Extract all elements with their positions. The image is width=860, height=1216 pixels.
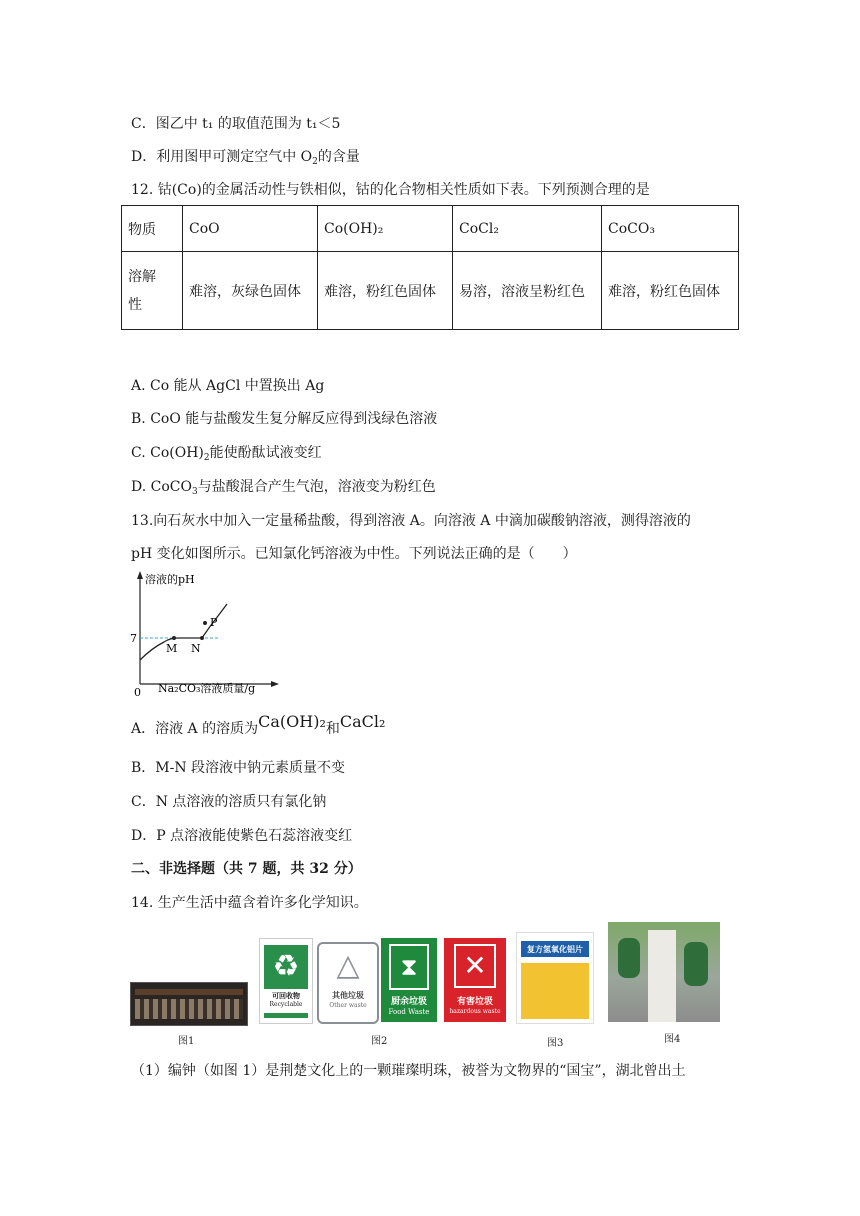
figure-3-caption: 图3 bbox=[547, 1038, 564, 1049]
medicine-box-image bbox=[516, 932, 594, 1024]
x-axis-label: Na₂CO₃溶液质量/g bbox=[158, 682, 256, 695]
table-cell: 难溶，粉红色固体 bbox=[318, 252, 453, 330]
other-waste-label-en: Other waste bbox=[329, 1002, 367, 1009]
point-n-label: N bbox=[191, 642, 201, 655]
hazard-icon: ✕ bbox=[454, 944, 496, 988]
q12-option-c: C. $Co(OH)_2$能使酚酞试液变红 bbox=[131, 445, 322, 463]
table-cell: 难溶，粉红色固体 bbox=[602, 252, 739, 330]
medicine-box-title: 复方氢氧化铝片 bbox=[521, 941, 589, 957]
x-axis-arrow bbox=[271, 681, 279, 687]
other-waste-bin bbox=[317, 942, 379, 1024]
figure-row bbox=[128, 920, 728, 1049]
recyclable-label: 可回收物 bbox=[272, 991, 300, 1000]
formula-cacl2: CaCl₂ bbox=[339, 712, 386, 731]
table-row-label: 溶解 性 bbox=[122, 252, 183, 330]
option-c-previous: C．图乙中 t₁ 的取值范围为 t₁＜5 bbox=[131, 116, 341, 132]
option-d-previous: D．利用图甲可测定空气中 $O_2$的含量 bbox=[131, 149, 360, 167]
q12-option-d: D. CoCO$_3$与盐酸混合产生气泡，溶液变为粉红色 bbox=[131, 479, 436, 497]
recyclable-bin bbox=[259, 938, 313, 1024]
y-tick-label: 7 bbox=[130, 632, 137, 645]
table-header-cell: CoO bbox=[183, 206, 318, 252]
bianzhong-image bbox=[130, 982, 248, 1026]
point-n-marker bbox=[200, 636, 204, 640]
point-p-marker bbox=[203, 621, 207, 625]
q12-option-b: B. CoO 能与盐酸发生复分解反应得到浅绿色溶液 bbox=[131, 411, 438, 427]
table-header-cell: CoCO₃ bbox=[602, 206, 739, 252]
q13-option-b: B．M-N 段溶液中钠元素质量不变 bbox=[131, 760, 346, 776]
point-m-marker bbox=[172, 636, 176, 640]
hazardous-waste-label: 有害垃圾 bbox=[456, 997, 493, 1007]
point-m-label: M bbox=[166, 642, 178, 655]
origin-label: 0 bbox=[134, 686, 141, 699]
q13-option-c: C．N 点溶液的溶质只有氯化钠 bbox=[131, 794, 327, 810]
food-waste-label: 厨余垃圾 bbox=[390, 997, 427, 1007]
recyclable-label-en: Recyclable bbox=[269, 1001, 303, 1008]
cobalt-properties-table bbox=[121, 205, 739, 330]
q13-option-d: D．P 点溶液能使紫色石蕊溶液变红 bbox=[131, 828, 353, 844]
ph-curve bbox=[140, 604, 227, 660]
question-13-stem-line2: pH 变化如图所示。已知氯化钙溶液为中性。下列说法正确的是（ ） bbox=[131, 546, 577, 562]
question-14-stem: 14. 生产生活中蕴含着许多化学知识。 bbox=[131, 895, 368, 911]
section-2-title: 二、非选择题（共 7 题，共 32 分） bbox=[131, 861, 362, 877]
formula-caoh2: Ca(OH)₂ bbox=[258, 712, 326, 731]
food-waste-icon: ⧗ bbox=[389, 944, 429, 990]
q12-option-a: A. Co 能从 AgCl 中置换出 Ag bbox=[131, 378, 325, 394]
question-12-stem: 12. 钴(Co)的金属活动性与铁相似，钴的化合物相关性质如下表。下列预测合理的是 bbox=[131, 182, 650, 198]
ph-chart bbox=[128, 568, 288, 700]
table-cell: 易溶，溶液呈粉红色 bbox=[453, 252, 602, 330]
recycle-icon: ♻ bbox=[264, 945, 308, 989]
table-cell: 难溶，灰绿色固体 bbox=[183, 252, 318, 330]
other-waste-icon: △ bbox=[336, 948, 360, 983]
hazardous-waste-bin bbox=[444, 938, 506, 1022]
table-header-cell: Co(OH)₂ bbox=[318, 206, 453, 252]
food-waste-bin bbox=[381, 938, 437, 1022]
question-13-stem-line1: 13.向石灰水中加入一定量稀盐酸，得到溶液 A。向溶液 A 中滴加碳酸钠溶液，测得溶液的 bbox=[131, 513, 691, 529]
y-axis-label: 溶液的pH bbox=[145, 573, 195, 586]
tree-whitewashing-photo bbox=[608, 922, 720, 1022]
other-waste-label: 其他垃圾 bbox=[332, 990, 364, 1000]
figure-4-caption: 图4 bbox=[664, 1034, 681, 1045]
y-axis-arrow bbox=[137, 571, 143, 579]
table-header-cell: CoCl₂ bbox=[453, 206, 602, 252]
table-header-cell: 物质 bbox=[122, 206, 183, 252]
q14-part-1: （1）编钟（如图 1）是荆楚文化上的一颗璀璨明珠，被誉为文物界的“国宝”，湖北曾出土 bbox=[131, 1063, 686, 1079]
figure-2-caption: 图2 bbox=[371, 1036, 388, 1047]
food-waste-label-en: Food Waste bbox=[388, 1008, 430, 1016]
figure-1-caption: 图1 bbox=[178, 1036, 195, 1047]
point-p-label: P bbox=[210, 616, 218, 629]
q13-option-a: A．溶液 A 的溶质为Ca(OH)₂和CaCl₂ bbox=[131, 712, 386, 737]
hazardous-waste-label-en: hazardous waste bbox=[449, 1008, 501, 1015]
